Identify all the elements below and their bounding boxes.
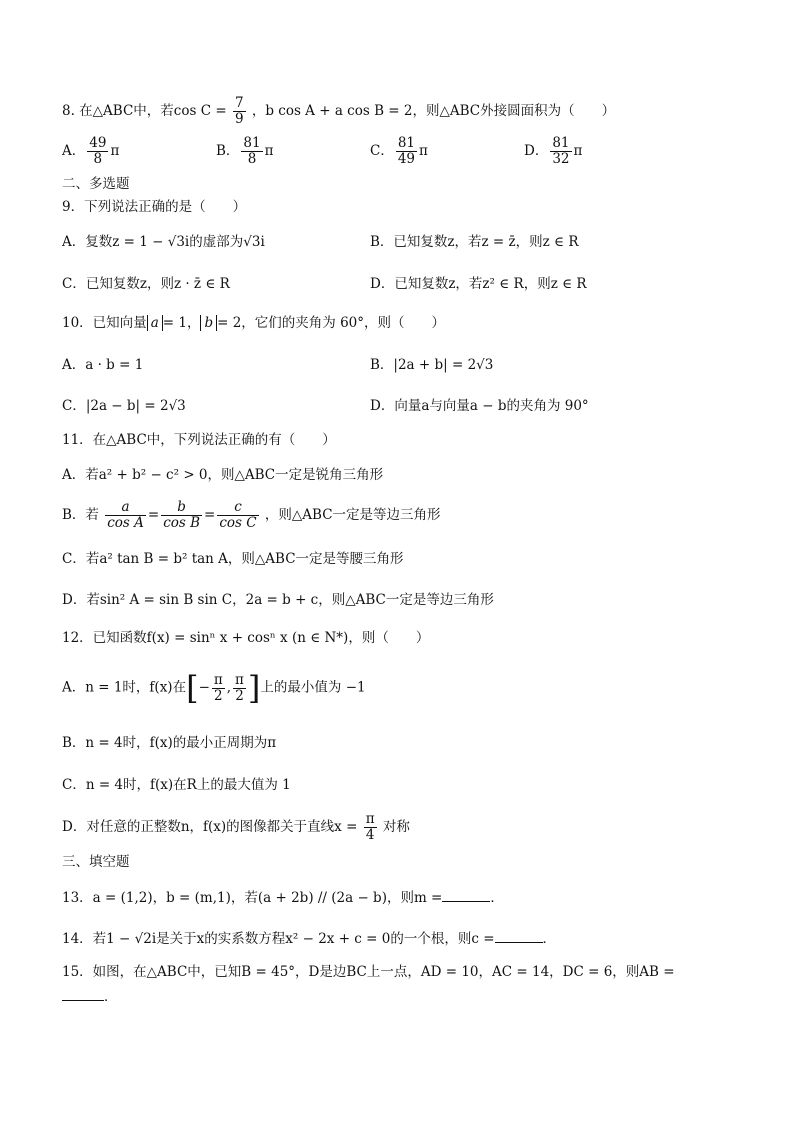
q11-b-frac-2 bbox=[161, 500, 202, 531]
q9-options-cd bbox=[62, 274, 754, 294]
q12-a-frac-right bbox=[233, 673, 246, 704]
q11-b-prefix: B．若 bbox=[62, 507, 99, 523]
question-15-line-1: 15．如图，在△ABC中，已知B = 45°，D是边BC上一点，AD = 10，AC = 14，DC = 6，则AB = bbox=[62, 964, 675, 980]
q10-option-b: B．|2a + b| = 2√3 bbox=[370, 357, 494, 373]
q14-text: 14．若1 − √2i是关于x的实系数方程x² − 2x + c = 0的一个根，则c = bbox=[62, 931, 495, 947]
q11-option-b: B．若 $\frac{a}{\text{cos A}}$ = $\frac{b}{\text{cos B}}$ = $\frac{c}{\text{cos C}}$ ，则△ABC一定是等边三角形 bbox=[62, 499, 441, 531]
q10-eq2: = 2，它们的夹角为 60°，则（ ） bbox=[217, 315, 446, 331]
section-2-title: 二、多选题 bbox=[62, 176, 130, 192]
q10-options-ab bbox=[62, 355, 754, 375]
q11-b-f1-num: a bbox=[105, 500, 146, 516]
question-9-stem: 9．下列说法正确的是（ ） bbox=[62, 199, 247, 215]
q12-a-r-num: π bbox=[235, 671, 244, 688]
q11-b-frac-3 bbox=[217, 500, 258, 531]
q12-a-l-den: 2 bbox=[214, 687, 223, 704]
q10-stem-prefix: 10．已知向量 bbox=[62, 315, 147, 331]
q8-c-num: 81 bbox=[397, 135, 416, 151]
q8-option-c-frac bbox=[396, 136, 417, 167]
q12-d-frac bbox=[364, 812, 377, 843]
question-11-stem: 11．在△ABC中，下列说法正确的有（ ） bbox=[62, 432, 336, 448]
q13-answer-blank[interactable] bbox=[442, 887, 490, 902]
q14-answer-blank[interactable] bbox=[495, 928, 543, 943]
q8-option-c bbox=[370, 136, 428, 167]
q8-option-d bbox=[524, 136, 582, 167]
q8-d-num: 81 bbox=[552, 135, 570, 151]
q12-a-frac-left bbox=[212, 673, 225, 704]
q12-option-c: C．n = 4时，f(x)在R上的最大值为 1 bbox=[62, 777, 291, 793]
q12-d-den: 4 bbox=[365, 827, 375, 843]
q8-stem-prefix: 8. 在△ABC中，若cos C = bbox=[62, 103, 227, 119]
q11-b-f3-num: c bbox=[217, 500, 258, 516]
q11-b-f3-den: cos C bbox=[219, 515, 257, 531]
q10-option-c: C．|2a − b| = 2√3 bbox=[62, 398, 186, 414]
q12-a-left-bracket: [ bbox=[186, 669, 199, 707]
q11-b-suffix: ，则△ABC一定是等边三角形 bbox=[264, 507, 441, 523]
q8-b-num: 81 bbox=[243, 135, 261, 151]
question-13 bbox=[62, 887, 754, 908]
q12-a-r-den: 2 bbox=[235, 687, 244, 704]
q10-vector-a-magnitude: a bbox=[147, 315, 163, 331]
q10-options-cd bbox=[62, 396, 754, 416]
q13-text: 13．a = (1,2)，b = (m,1)，若(a + 2b) // (2a − b)，则m = bbox=[62, 890, 443, 906]
q8-a-num: 49 bbox=[89, 135, 107, 151]
q8-option-b-label: B． bbox=[216, 143, 240, 159]
q8-option-d-frac bbox=[550, 136, 571, 167]
question-8 bbox=[62, 96, 754, 127]
q15-answer-blank[interactable] bbox=[62, 986, 104, 1001]
q12-d-prefix: D．对任意的正整数n，f(x)的图像都关于直线x = bbox=[62, 819, 358, 835]
q10-option-a: A．a · b = 1 bbox=[62, 357, 144, 373]
q12-a-suffix: 上的最小值为 −1 bbox=[260, 679, 366, 696]
q11-b-f1-den: cos A bbox=[107, 515, 144, 531]
q8-option-a-label: A． bbox=[62, 143, 86, 159]
q12-a-l-num: π bbox=[213, 671, 223, 688]
q12-a-right-bracket: ] bbox=[247, 669, 261, 707]
q9-option-a: A．复数z = 1 − √3i的虚部为√3i bbox=[62, 234, 265, 250]
q8-option-d-label: D． bbox=[524, 143, 549, 159]
q9-option-d: D．已知复数z，若z² ∈ R，则z ∈ R bbox=[370, 276, 587, 292]
q8-d-tail: π bbox=[573, 143, 583, 159]
question-15-line-2 bbox=[62, 986, 754, 1007]
q8-a-den: 8 bbox=[93, 151, 103, 167]
question-12-stem: 12．已知函数f(x) = sinⁿ x + cosⁿ x (n ∈ N*)，则（ ） bbox=[62, 630, 430, 646]
q8-b-tail: π bbox=[264, 143, 274, 159]
q12-a-prefix: A．n = 1时，f(x)在 bbox=[62, 679, 187, 696]
q8-d-den: 32 bbox=[552, 151, 570, 167]
q12-d-num: π bbox=[365, 811, 375, 827]
q14-period: ． bbox=[542, 931, 557, 947]
q13-period: ． bbox=[490, 890, 504, 906]
q10-option-d: D．向量a与向量a − b的夹角为 90° bbox=[370, 398, 589, 414]
q8-option-b bbox=[216, 136, 273, 167]
q11-option-d: D．若sin² A = sin B sin C，2a = b + c，则△ABC一定是等边三角形 bbox=[62, 592, 494, 608]
q9-option-c: C．已知复数z，则z · z̄ ∈ R bbox=[62, 276, 230, 292]
q12-option-d bbox=[62, 812, 754, 848]
section-3-title: 三、填空题 bbox=[62, 854, 130, 870]
q8-options bbox=[62, 136, 754, 172]
question-14 bbox=[62, 928, 754, 949]
q8-a-tail: π bbox=[110, 143, 120, 159]
q12-d-suffix: 对称 bbox=[382, 819, 410, 835]
q12-option-b: B．n = 4时，f(x)的最小正周期为π bbox=[62, 735, 277, 751]
q11-option-a: A．若a² + b² − c² > 0，则△ABC一定是锐角三角形 bbox=[62, 467, 384, 483]
question-10-stem bbox=[62, 313, 754, 333]
q11-option-c: C．若a² tan B = b² tan A，则△ABC一定是等腰三角形 bbox=[62, 551, 404, 567]
q11-b-frac-1 bbox=[105, 500, 146, 531]
q8-option-c-label: C． bbox=[370, 143, 394, 159]
q8-frac-den: 9 bbox=[234, 111, 244, 127]
q10-vector-b-magnitude: b bbox=[200, 315, 217, 331]
q8-c-tail: π bbox=[419, 143, 428, 159]
q8-option-a bbox=[62, 136, 119, 167]
q11-b-f2-num: b bbox=[161, 500, 202, 516]
q10-eq1: = 1， bbox=[162, 315, 201, 331]
q8-frac-num: 7 bbox=[234, 95, 244, 111]
q12-option-a: A．n = 1时，f(x)在[− $\frac{\pi}{2}$ , $\frac{\pi}{2}$ ]上的最小值为 −1 bbox=[62, 669, 366, 707]
q15-period: ． bbox=[104, 989, 118, 1005]
q8-b-den: 8 bbox=[247, 151, 257, 167]
q8-option-b-frac bbox=[241, 136, 262, 167]
q9-options-ab bbox=[62, 232, 754, 252]
q8-fraction bbox=[233, 96, 246, 127]
q8-stem-suffix: ，b cos A + a cos B = 2，则△ABC外接圆面积为（ ） bbox=[251, 103, 616, 119]
q9-option-b: B．已知复数z，若z = z̄，则z ∈ R bbox=[370, 234, 579, 250]
q11-b-f2-den: cos B bbox=[163, 515, 201, 531]
q8-option-a-frac bbox=[87, 136, 108, 167]
q8-c-den: 49 bbox=[397, 151, 416, 167]
